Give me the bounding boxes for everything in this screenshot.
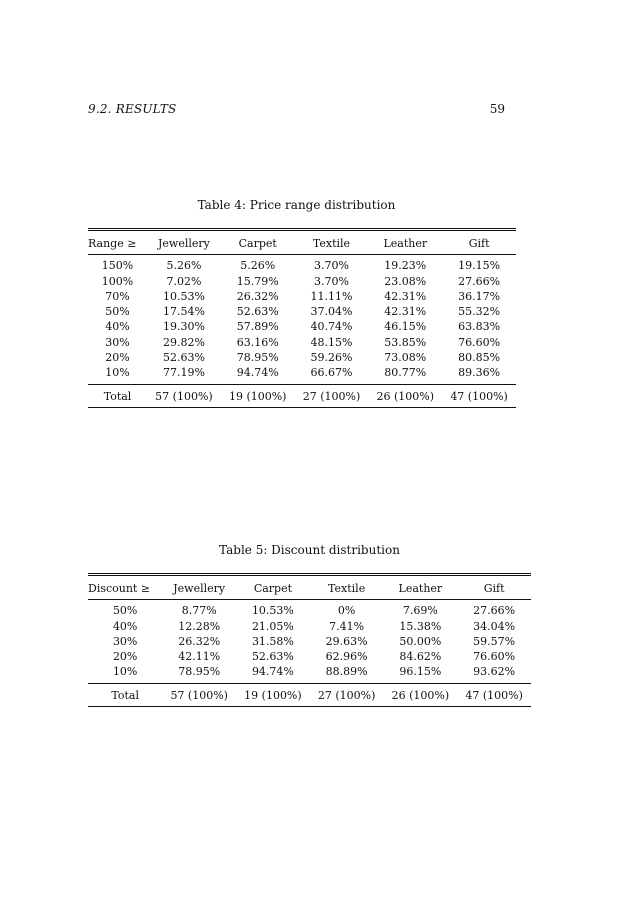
- column-header: Leather: [383, 237, 428, 250]
- table-cell: 55.32%: [458, 305, 501, 319]
- table-cell: 17.54%: [162, 305, 205, 319]
- table-row: [88, 304, 516, 319]
- table-cell: 40%: [105, 320, 130, 334]
- table-body: [88, 600, 531, 683]
- table-cell: 26.32%: [178, 634, 221, 648]
- table-total-row: [88, 384, 516, 407]
- table-row: [88, 319, 516, 334]
- table-cell: 66.67%: [310, 366, 353, 380]
- table-cell: 27.66%: [473, 604, 516, 618]
- column-header: Carpet: [238, 237, 277, 250]
- table-cell: 27 (100%): [317, 688, 376, 702]
- running-header: [88, 101, 505, 117]
- table-cell: 57 (100%): [170, 688, 228, 702]
- table-cell: 52.63%: [162, 351, 205, 365]
- table-cell: 20%: [112, 650, 138, 664]
- table-cell: 3.70%: [314, 259, 349, 273]
- table-cell: 59.57%: [473, 634, 516, 648]
- table-cell: 40%: [112, 619, 138, 633]
- table-cell: 88.89%: [325, 665, 368, 679]
- table-cell: 15.38%: [399, 619, 442, 633]
- table-cell: 26 (100%): [376, 389, 435, 403]
- column-header: Textile: [328, 582, 366, 595]
- table-cell: 50%: [105, 305, 130, 319]
- table-cell: 80.77%: [384, 366, 427, 380]
- table-cell: 42.11%: [178, 650, 221, 664]
- table-cell: Total: [103, 389, 132, 403]
- table-cell: 77.19%: [162, 366, 205, 380]
- table-cell: 62.96%: [325, 650, 368, 664]
- table-cell: 70%: [105, 289, 130, 303]
- table-cell: 7.02%: [166, 274, 202, 288]
- column-header: Jewellery: [158, 237, 210, 250]
- table-cell: 57 (100%): [155, 389, 213, 403]
- table-cell: 26 (100%): [391, 688, 450, 702]
- table-cell: 46.15%: [384, 320, 427, 334]
- table-cell: 78.95%: [236, 351, 279, 365]
- table-cell: 100%: [101, 274, 134, 288]
- table-cell: 20%: [105, 351, 130, 365]
- table-5-caption: Table 5: Discount distribution: [219, 543, 400, 557]
- table-cell: 7.41%: [329, 619, 365, 633]
- table-cell: 93.62%: [473, 665, 516, 679]
- table-row: [88, 255, 516, 274]
- table-cell: 5.26%: [240, 259, 276, 273]
- table-row: [88, 365, 516, 384]
- table-cell: 12.28%: [178, 619, 221, 633]
- table-cell: 37.04%: [310, 305, 353, 319]
- table-cell: 19 (100%): [228, 389, 287, 403]
- table-cell: 96.15%: [399, 665, 442, 679]
- table-row: [88, 350, 516, 365]
- table-cell: 52.63%: [236, 305, 279, 319]
- table-cell: 10.53%: [162, 289, 205, 303]
- table-cell: 29.63%: [325, 634, 368, 648]
- table-cell: 53.85%: [384, 335, 427, 349]
- table-cell: 11.11%: [310, 289, 353, 303]
- table-cell: 30%: [112, 634, 138, 648]
- table-header-row: [88, 230, 516, 255]
- table-cell: 76.60%: [473, 650, 516, 664]
- table-cell: 40.74%: [310, 320, 353, 334]
- table-cell: 19.30%: [162, 320, 205, 334]
- table-row: [88, 335, 516, 350]
- table-cell: Total: [111, 688, 139, 702]
- table-total-row: [88, 683, 531, 706]
- table-cell: 0%: [337, 604, 356, 618]
- table-cell: 89.36%: [458, 366, 501, 380]
- table-cell: 63.16%: [236, 335, 279, 349]
- table-row: [88, 664, 531, 683]
- table-row: [88, 619, 531, 634]
- table-cell: 76.60%: [458, 335, 501, 349]
- table-cell: 19.15%: [458, 259, 501, 273]
- table-cell: 7.69%: [402, 604, 438, 618]
- table-cell: 5.26%: [166, 259, 202, 273]
- table-cell: 78.95%: [178, 665, 221, 679]
- column-header: Jewellery: [173, 582, 226, 595]
- table-cell: 48.15%: [310, 335, 353, 349]
- table-4-caption: Table 4: Price range distribution: [197, 198, 396, 212]
- table-body: [88, 255, 516, 384]
- table-cell: 27.66%: [458, 274, 501, 288]
- table-row: [88, 634, 531, 649]
- table-cell: 36.17%: [458, 289, 501, 303]
- table-header-row: [88, 575, 531, 600]
- column-header: Leather: [398, 582, 443, 595]
- section-title: 9.2. RESULTS: [88, 102, 177, 116]
- table-cell: 73.08%: [384, 351, 427, 365]
- table-row: [88, 289, 516, 304]
- table-cell: 94.74%: [251, 665, 294, 679]
- column-header: Discount ≥: [88, 582, 151, 595]
- table-cell: 23.08%: [384, 274, 427, 288]
- table-cell: 50%: [112, 604, 138, 618]
- column-header: Carpet: [253, 582, 293, 595]
- table-cell: 3.70%: [314, 274, 349, 288]
- table-cell: 10.53%: [251, 604, 294, 618]
- column-header: Textile: [312, 237, 351, 250]
- column-header: Gift: [483, 582, 505, 595]
- table-cell: 80.85%: [458, 351, 501, 365]
- table-cell: 42.31%: [384, 305, 427, 319]
- price-range-table: [88, 228, 516, 408]
- discount-table: [88, 573, 531, 707]
- table-cell: 19.23%: [384, 259, 427, 273]
- table-cell: 10%: [112, 665, 138, 679]
- table-cell: 29.82%: [162, 335, 205, 349]
- table-cell: 150%: [101, 259, 134, 273]
- table-cell: 42.31%: [384, 289, 427, 303]
- table-cell: 10%: [105, 366, 130, 380]
- table-cell: 34.04%: [473, 619, 516, 633]
- table-cell: 21.05%: [251, 619, 294, 633]
- table-cell: 59.26%: [310, 351, 353, 365]
- table-cell: 19 (100%): [244, 688, 302, 702]
- table-cell: 30%: [105, 335, 130, 349]
- table-cell: 63.83%: [458, 320, 501, 334]
- table-cell: 8.77%: [181, 604, 217, 618]
- table-cell: 26.32%: [236, 289, 279, 303]
- table-cell: 15.79%: [236, 274, 279, 288]
- table-cell: 50.00%: [399, 634, 442, 648]
- table-cell: 52.63%: [251, 650, 294, 664]
- table-cell: 47 (100%): [450, 389, 508, 403]
- table-row: [88, 600, 531, 619]
- page-number: 59: [489, 102, 505, 116]
- table-cell: 94.74%: [236, 366, 279, 380]
- table-cell: 27 (100%): [302, 389, 361, 403]
- column-header: Range ≥: [88, 237, 137, 250]
- table-cell: 84.62%: [399, 650, 442, 664]
- table-row: [88, 649, 531, 664]
- table-cell: 57.89%: [236, 320, 279, 334]
- table-cell: 31.58%: [251, 634, 294, 648]
- table-cell: 47 (100%): [465, 688, 523, 702]
- table-row: [88, 274, 516, 289]
- column-header: Gift: [468, 237, 490, 250]
